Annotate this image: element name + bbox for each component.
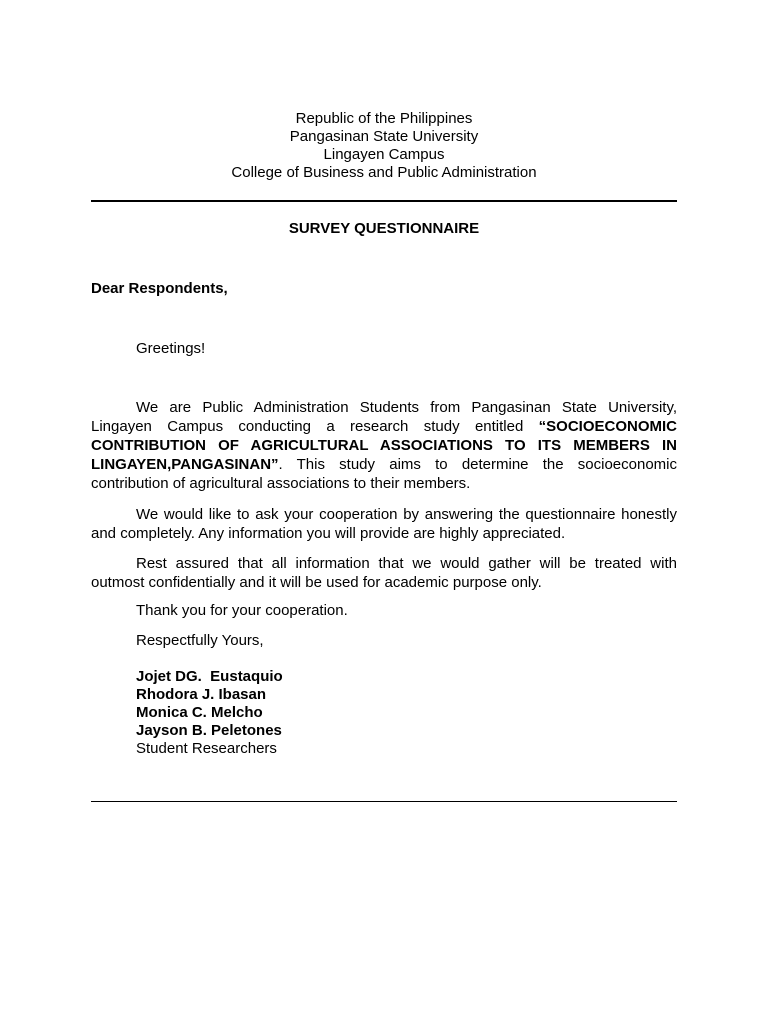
letterhead-country: Republic of the Philippines: [295, 110, 473, 127]
letterhead-university: Pangasinan State University: [289, 128, 479, 145]
intro-outro: . This study aims to determine the socioeconomic contribution of agricultural associations to their members.: [91, 456, 677, 492]
signer-name: Monica C. Melcho: [136, 704, 263, 721]
cooperation-paragraph: We would like to ask your cooperation by answering the questionnaire honestly and completely. Any information you will provide are highly appreciated.: [91, 506, 677, 542]
signature-block: [136, 668, 283, 758]
intro-text: We are Public Administration Students from Pangasinan State University, Lingayen Campus conducting a research study entitled: [91, 399, 677, 435]
intro-paragraph: [91, 398, 677, 493]
document-title: SURVEY QUESTIONNAIRE: [288, 220, 480, 237]
signer-name: Rhodora J. Ibasan: [136, 686, 267, 703]
letterhead-campus: Lingayen Campus: [323, 146, 445, 163]
signer-role: Student Researchers: [136, 740, 277, 757]
closing-line: Respectfully Yours,: [136, 632, 264, 649]
letterhead: [91, 110, 677, 182]
thanks-line: Thank you for your cooperation.: [136, 602, 348, 619]
signer-name: Jojet DG. Eustaquio: [136, 668, 283, 685]
header-divider: [91, 200, 677, 202]
confidentiality-paragraph: Rest assured that all information that we would gather will be treated with outmost confidentially and it will be used for academic purpose only.: [91, 555, 677, 591]
greeting: Greetings!: [136, 340, 206, 357]
study-title: “SOCIOECONOMIC CONTRIBUTION OF AGRICULTURAL ASSOCIATIONS TO ITS MEMBERS IN LINGAYEN,PANGASINAN”: [91, 418, 677, 473]
footer-divider: [91, 801, 677, 802]
letterhead-college: College of Business and Public Administration: [231, 164, 537, 181]
signer-name: Jayson B. Peletones: [136, 722, 282, 739]
salutation: Dear Respondents,: [91, 280, 228, 297]
